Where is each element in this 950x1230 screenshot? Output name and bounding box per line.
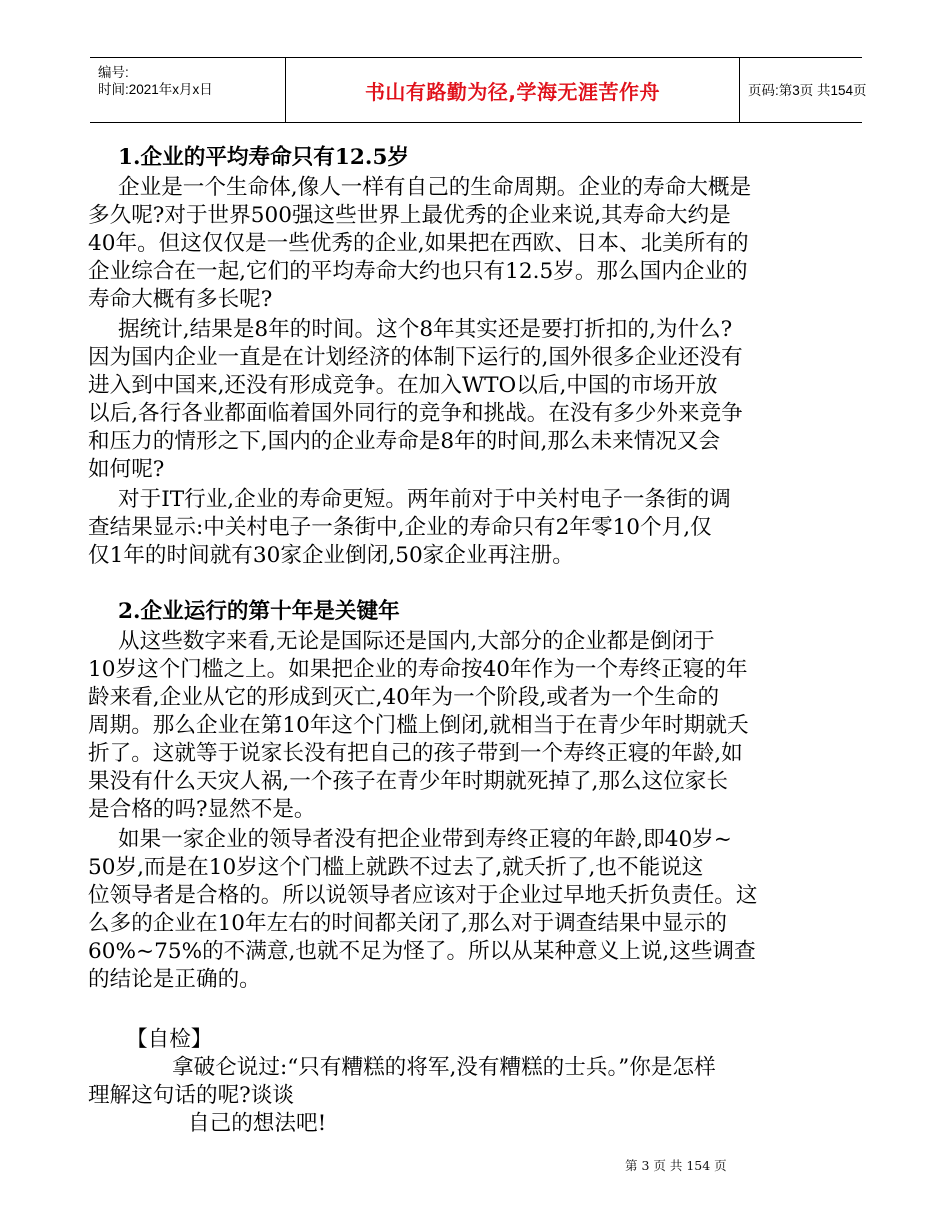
paragraph-line: 理解这句话的呢?谈谈 <box>88 1083 294 1108</box>
header-middle-cell <box>285 58 740 122</box>
number-label: 编号: <box>98 65 129 80</box>
paragraph-line: 以后,各行各业都面临着国外同行的竞争和挑战。在没有多少外来竞争 <box>88 401 743 426</box>
paragraph-line: 进入到中国来,还没有形成竞争。在加入WTO以后,中国的市场开放 <box>88 373 718 398</box>
paragraph-line: 如何呢? <box>88 457 165 482</box>
paragraph-line: 拿破仑说过:“只有糟糕的将军,没有糟糕的士兵。”你是怎样 <box>172 1055 716 1080</box>
time-label: 时间:2021年x月x日 <box>98 82 213 97</box>
header-right-cell <box>740 58 867 122</box>
header-table <box>90 57 867 123</box>
paragraph-line: 果没有什么天灾人祸,一个孩子在青少年时期就死掉了,那么这位家长 <box>88 769 728 794</box>
paragraph-line: 如果一家企业的领导者没有把企业带到寿终正寝的年龄,即40岁~ <box>118 827 732 852</box>
paragraph-line: 60%~75%的不满意,也就不足为怪了。所以从某种意义上说,这些调查 <box>88 939 756 964</box>
paragraph-line: 龄来看,企业从它的形成到灭亡,40年为一个阶段,或者为一个生命的 <box>88 685 720 710</box>
paragraph-line: 和压力的情形之下,国内的企业寿命是8年的时间,那么未来情况又会 <box>88 429 721 454</box>
paragraph-line: 的结论是正确的。 <box>88 967 261 992</box>
paragraph-line: 查结果显示:中关村电子一条街中,企业的寿命只有2年零10个月,仅 <box>88 515 712 540</box>
paragraph-line: 自己的想法吧! <box>188 1111 327 1136</box>
motto-text: 书山有路勤为径,学海无涯苦作舟 <box>364 80 661 104</box>
paragraph-line: 从这些数字来看,无论是国际还是国内,大部分的企业都是倒闭于 <box>118 629 715 654</box>
paragraph-line: 对于IT行业,企业的寿命更短。两年前对于中关村电子一条街的调 <box>118 487 731 512</box>
paragraph-line: 多久呢?对于世界500强这些世界上最优秀的企业来说,其寿命大约是 <box>88 203 731 228</box>
paragraph-line: 寿命大概有多长呢? <box>88 287 273 312</box>
paragraph-line: 位领导者是合格的。所以说领导者应该对于企业过早地夭折负责任。这 <box>88 883 758 908</box>
paragraph-line: 企业综合在一起,它们的平均寿命大约也只有12.5岁。那么国内企业的 <box>88 259 748 284</box>
self-check-title: 【自检】 <box>126 1027 213 1052</box>
header-left-cell <box>90 58 285 122</box>
page-info: 页码:第3页 共154页 <box>748 83 867 98</box>
paragraph-line: 仅1年的时间就有30家企业倒闭,50家企业再注册。 <box>88 543 574 568</box>
paragraph-line: 是合格的吗?显然不是。 <box>88 797 316 822</box>
paragraph-line: 10岁这个门槛之上。如果把企业的寿命按40年作为一个寿终正寝的年 <box>88 657 748 682</box>
paragraph-line: 据统计,结果是8年的时间。这个8年其实还是要打折扣的,为什么? <box>118 317 733 342</box>
section-2-title: 2.企业运行的第十年是关键年 <box>118 599 400 624</box>
paragraph-line: 么多的企业在10年左右的时间都关闭了,那么对于调查结果中显示的 <box>88 911 727 936</box>
paragraph-line: 50岁,而是在10岁这个门槛上就跌不过去了,就夭折了,也不能说这 <box>88 855 704 880</box>
paragraph-line: 因为国内企业一直是在计划经济的体制下运行的,国外很多企业还没有 <box>88 345 743 370</box>
paragraph-line: 折了。这就等于说家长没有把自己的孩子带到一个寿终正寝的年龄,如 <box>88 741 743 766</box>
paragraph-line: 周期。那么企业在第10年这个门槛上倒闭,就相当于在青少年时期就夭 <box>88 713 749 738</box>
page-footer: 第 3 页 共 154 页 <box>625 1158 727 1173</box>
paragraph-line: 40年。但这仅仅是一些优秀的企业,如果把在西欧、日本、北美所有的 <box>88 231 749 256</box>
paragraph-line: 企业是一个生命体,像人一样有自己的生命周期。企业的寿命大概是 <box>118 175 752 200</box>
section-1-title: 1.企业的平均寿命只有12.5岁 <box>118 145 410 170</box>
